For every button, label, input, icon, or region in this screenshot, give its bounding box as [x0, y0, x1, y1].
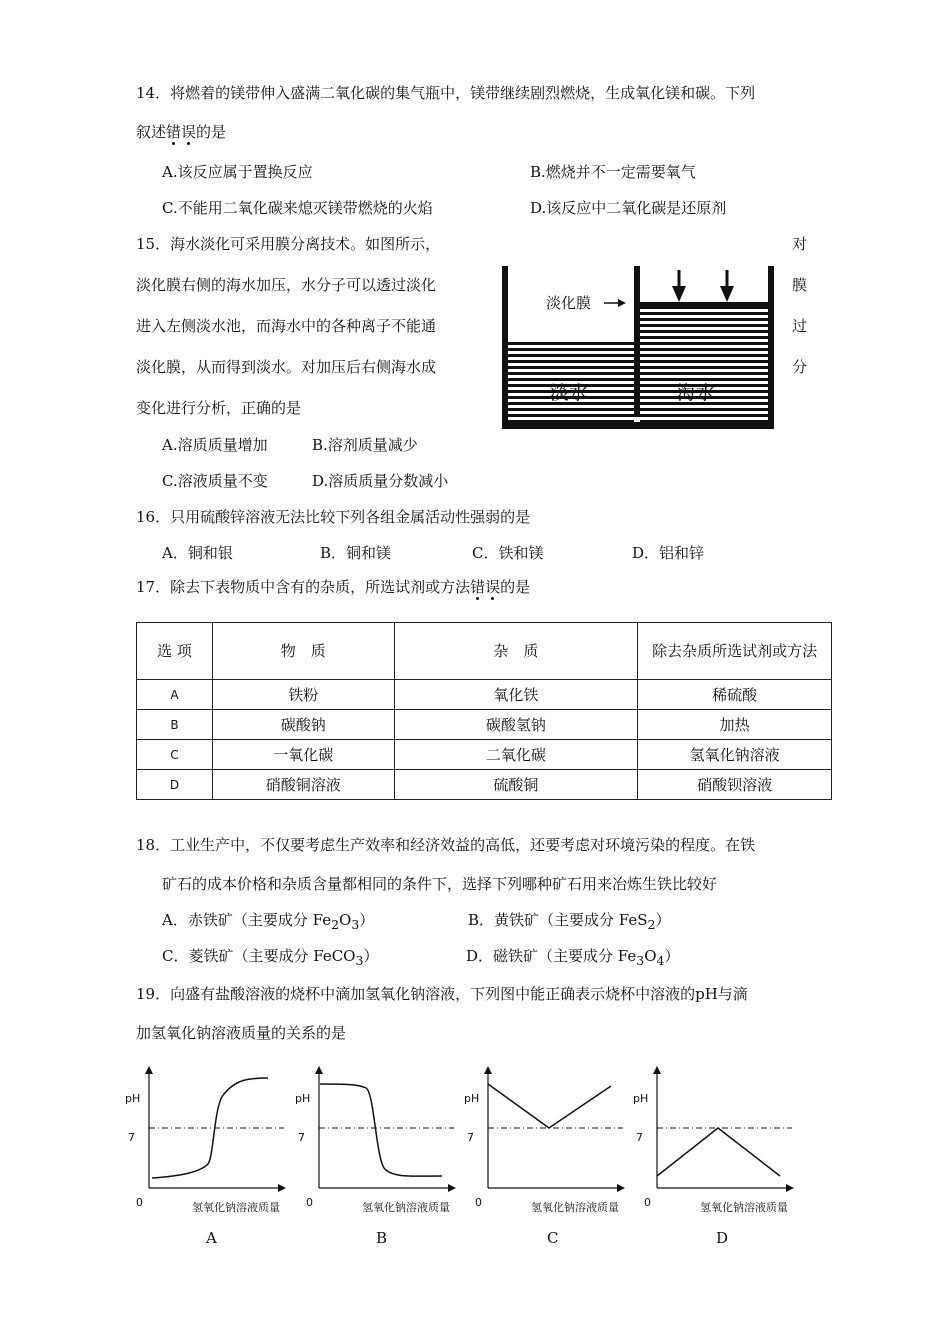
container-right-wall — [768, 266, 774, 429]
q14-stem-line1: 14．将燃着的镁带伸入盛满二氧化碳的集气瓶中，镁带继续剧烈燃烧，生成氧化镁和碳。下列 — [136, 84, 756, 102]
q15-stem-line4: 淡化膜，从而得到淡水。对加压后右侧海水成 — [136, 358, 437, 376]
q15-right-char-4: 分 — [792, 358, 808, 376]
fresh-water-body — [508, 339, 634, 423]
q15-option-c[interactable]: C.溶液质量不变 — [162, 472, 268, 490]
graph-b-seven: 7 — [298, 1131, 305, 1144]
header-method: 除去杂质所选试剂或方法 — [638, 623, 832, 680]
q16-option-d[interactable]: D．铝和锌 — [632, 544, 705, 562]
table-header-row — [137, 623, 832, 680]
graph-c-xlabel: 氢氧化钠溶液质量 — [531, 1201, 619, 1214]
graph-c[interactable] — [461, 1064, 631, 1224]
q18-option-a[interactable]: A．赤铁矿（主要成分 $Fe_2O_3$） — [162, 911, 375, 932]
sea-water-label: 海水 — [677, 382, 716, 404]
q18-option-c[interactable]: C．菱铁矿（主要成分 FeCO$_3$） — [162, 947, 379, 968]
q15-stem-line3: 进入左侧淡水池，而海水中的各种离子不能通 — [136, 317, 437, 335]
q14-option-c[interactable]: C.不能用二氧化碳来熄灭镁带燃烧的火焰 — [162, 199, 433, 217]
pressure-arrow-icon — [720, 270, 734, 302]
q17-emphasis: 错误 — [470, 578, 500, 596]
q16-stem: 16．只用硫酸锌溶液无法比较下列各组金属活动性强弱的是 — [136, 508, 531, 526]
graph-d[interactable] — [630, 1064, 800, 1224]
membrane-wall — [634, 266, 640, 422]
q14-option-a[interactable]: A.该反应属于置换反应 — [162, 163, 313, 181]
q15-stem-line5: 变化进行分析，正确的是 — [136, 399, 302, 417]
graph-a-ylabel: pH — [125, 1092, 141, 1105]
q17-stem: 17．除去下表物质中含有的杂质，所选试剂或方法错误 的是 — [136, 577, 530, 597]
piston-plate — [640, 302, 768, 306]
header-substance: 物 质 — [212, 623, 394, 680]
graph-d-ylabel: pH — [633, 1092, 649, 1105]
table-row: B 碳酸钠 碳酸氢钠 加热 — [137, 710, 832, 740]
q15-stem-line1: 15．海水淡化可采用膜分离技术。如图所示， — [136, 235, 441, 253]
q15-option-d[interactable]: D.溶质质量分数减小 — [312, 472, 449, 490]
q14-emphasis: 错误 — [166, 123, 196, 141]
graph-a-xlabel: 氢氧化钠溶液质量 — [192, 1201, 280, 1214]
graph-d-xlabel: 氢氧化钠溶液质量 — [700, 1201, 788, 1214]
q16-option-c[interactable]: C．铁和镁 — [472, 544, 544, 562]
graph-b-xlabel: 氢氧化钠溶液质量 — [362, 1201, 450, 1214]
fresh-water-label: 淡水 — [550, 382, 589, 404]
membrane-pointer-icon — [604, 299, 626, 307]
q15-option-a[interactable]: A.溶质质量增加 — [162, 436, 268, 454]
q16-option-b[interactable]: B．铜和镁 — [320, 544, 392, 562]
desalination-diagram — [500, 264, 776, 430]
q15-option-b[interactable]: B.溶剂质量减少 — [312, 436, 418, 454]
q19-stem-line1: 19．向盛有盐酸溶液的烧杯中滴加氢氧化钠溶液，下列图中能正确表示烧杯中溶液的pH与滴 — [136, 985, 748, 1003]
pressure-arrow-icon — [672, 270, 686, 302]
graph-b-ylabel: pH — [295, 1092, 311, 1105]
q18-option-d[interactable]: D．磁铁矿（主要成分 $Fe_3O_4$） — [466, 947, 680, 968]
graph-b-label: B — [376, 1229, 388, 1247]
header-option: 选 项 — [137, 623, 213, 680]
impurity-table — [136, 622, 832, 800]
q15-right-char-3: 过 — [792, 317, 808, 335]
graph-c-ylabel: pH — [464, 1092, 480, 1105]
graph-d-origin: 0 — [644, 1196, 651, 1209]
table-row: C 一氧化碳 二氧化碳 氢氧化钠溶液 — [137, 740, 832, 770]
q16-option-a[interactable]: A．铜和银 — [162, 544, 233, 562]
membrane-gap — [634, 417, 640, 422]
q18-option-b[interactable]: B．黄铁矿（主要成分 FeS$_2$） — [468, 911, 671, 932]
graph-d-seven: 7 — [636, 1131, 643, 1144]
container-left-wall — [502, 266, 508, 429]
q15-right-char-1: 对 — [792, 235, 808, 253]
q14-option-b[interactable]: B.燃烧并不一定需要氧气 — [530, 163, 696, 181]
q14-option-d[interactable]: D.该反应中二氧化碳是还原剂 — [530, 199, 727, 217]
membrane-label: 淡化膜 — [546, 294, 592, 312]
table-row: D 硝酸铜溶液 硫酸铜 硝酸钡溶液 — [137, 770, 832, 800]
table-row: A 铁粉 氧化铁 稀硫酸 — [137, 680, 832, 710]
q18-stem-line1: 18．工业生产中，不仅要考虑生产效率和经济效益的高低，还要考虑对环境污染的程度。在铁 — [136, 836, 756, 854]
sea-water-body — [640, 305, 768, 423]
graph-a-seven: 7 — [128, 1131, 135, 1144]
q15-stem-line2: 淡化膜右侧的海水加压，水分子可以透过淡化 — [136, 276, 437, 294]
q15-right-char-2: 膜 — [792, 276, 808, 294]
graph-c-seven: 7 — [467, 1131, 474, 1144]
graph-a[interactable] — [122, 1064, 292, 1224]
graph-b-origin: 0 — [306, 1196, 313, 1209]
graph-c-label: C — [547, 1229, 559, 1247]
graph-d-label: D — [716, 1229, 729, 1247]
q18-stem-line2: 矿石的成本价格和杂质含量都相同的条件下，选择下列哪种矿石用来冶炼生铁比较好 — [162, 875, 718, 893]
graph-b[interactable] — [292, 1064, 462, 1224]
graph-a-label: A — [206, 1229, 217, 1247]
graph-c-origin: 0 — [475, 1196, 482, 1209]
graph-a-origin: 0 — [136, 1196, 143, 1209]
container-bottom — [502, 422, 774, 429]
q14-stem-line2: 叙述错误 的是 — [136, 122, 226, 142]
header-impurity: 杂 质 — [394, 623, 638, 680]
q19-stem-line2: 加氢氧化钠溶液质量的关系的是 — [136, 1024, 347, 1042]
